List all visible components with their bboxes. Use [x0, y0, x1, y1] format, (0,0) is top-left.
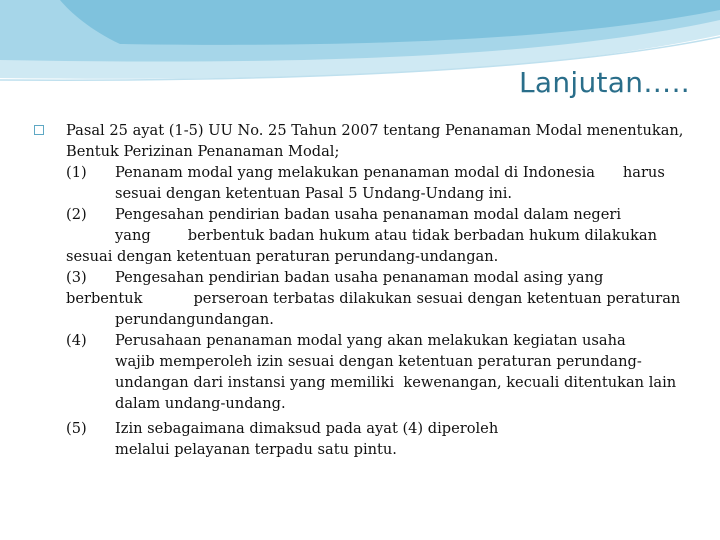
intro-line-2: Bentuk Perizinan Penanaman Modal; — [66, 143, 340, 160]
item-text: Pengesahan pendirian badan usaha penanaman modal asing yang — [115, 269, 604, 286]
list-item-1 — [40, 162, 690, 204]
item-text-wrap: sesuai dengan ketentuan peraturan perundang-undangan. — [66, 248, 499, 265]
item-number: (5) — [66, 420, 87, 437]
item-number: (1) — [66, 164, 87, 181]
item-text-cont: dalam undang-undang. — [115, 395, 286, 412]
item-text: Izin sebagaimana dimaksud pada ayat (4) diperoleh — [115, 420, 499, 437]
list-item-2 — [40, 204, 690, 267]
item-text-cont: wajib memperoleh izin sesuai dengan ketentuan peraturan perundang- — [115, 353, 642, 370]
item-number: (2) — [66, 206, 87, 223]
slide-title: Lanjutan….. — [518, 66, 690, 99]
item-text: Perusahaan penanaman modal yang akan melakukan kegiatan usaha — [115, 332, 626, 349]
item-text: Penanam modal yang melakukan penanaman modal di Indonesia harus — [115, 164, 665, 181]
slide-body — [40, 120, 690, 460]
list-item-4 — [40, 330, 690, 414]
item-text-cont: melalui pelayanan terpadu satu pintu. — [115, 441, 397, 458]
item-text-cont: perundangundangan. — [115, 311, 274, 328]
intro-paragraph — [40, 120, 690, 162]
item-text-cont: sesuai dengan ketentuan Pasal 5 Undang-Undang ini. — [115, 185, 513, 202]
item-text-cont: yang berbentuk badan hukum atau tidak berbadan hukum dilakukan — [115, 227, 658, 244]
item-number: (4) — [66, 332, 87, 349]
list-item-3 — [40, 267, 690, 330]
bullet-icon — [34, 125, 44, 135]
intro-line-1: Pasal 25 ayat (1-5) UU No. 25 Tahun 2007 tentang Penanaman Modal menentukan, — [66, 122, 684, 139]
list-item-5 — [40, 418, 690, 460]
item-text: Pengesahan pendirian badan usaha penanaman modal dalam negeri — [115, 206, 621, 223]
item-text-wrap: berbentuk perseroan terbatas dilakukan sesuai dengan ketentuan peraturan — [66, 290, 681, 307]
item-number: (3) — [66, 269, 87, 286]
item-text-cont: undangan dari instansi yang memiliki kewenangan, kecuali ditentukan lain — [115, 374, 677, 391]
